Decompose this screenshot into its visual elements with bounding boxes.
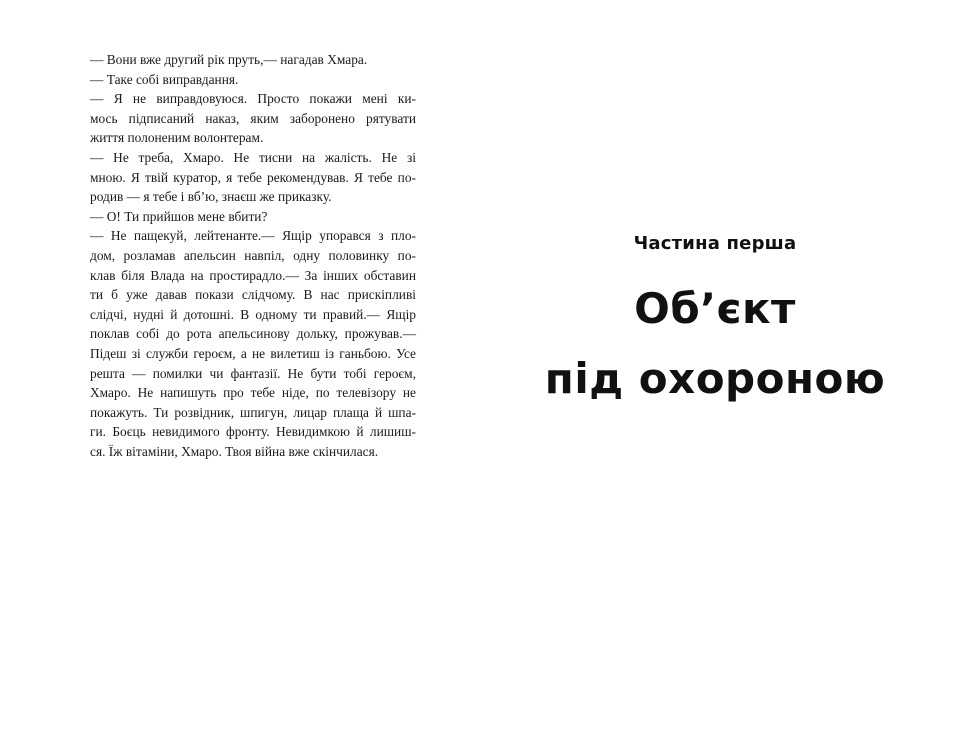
text-line: слідчі, нудні й дотошні. В одному ти правий.— Ящір [90,306,416,322]
text-line: — Не треба, Хмаро. Не тисни на жалість. Не зі [90,149,416,165]
text-line: — Вони вже другий рік пруть,— нагадав Хмара. [90,52,368,67]
text-line: решта — помилки чи фантазії. Не бути тобі героєм, [90,365,416,381]
text-line: дом, розламав апельсин навпіл, одну половинку по- [90,247,416,263]
chapter-title-line-2: під охороною [544,354,886,403]
text-line: родив — я тебе і вб’ю, знаєш же приказку. [90,189,332,205]
text-line: життя полоненим волонтерам. [90,130,264,146]
chapter-title-line-1: Об’єкт [634,284,796,333]
text-line: покажуть. Ти розвідник, шпигун, лицар плаща й шпа- [90,404,416,420]
text-line: ги. Боєць невидимого фронту. Невидимкою й лишиш- [90,424,416,440]
text-line: — Не пащекуй, лейтенанте.— Ящір упорався з пло- [90,228,416,244]
text-line: Хмаро. Не напишуть про тебе ніде, по телевізору не [90,385,416,401]
text-line: клав біля Влада на простирадло.— За інших обставин [90,267,416,283]
left-page-text [90,50,416,461]
part-label: Частина перша [633,233,797,254]
text-line: мною. Я твій куратор, я тебе рекомендував. Я тебе по- [90,169,416,185]
text-line: поклав собі до рота апельсинову дольку, прожував.— [90,326,416,342]
text-line: Підеш зі служби героєм, а не вилетиш із ганьбою. Усе [90,345,416,361]
text-line: ся. Їж вітаміни, Хмаро. Твоя війна вже скінчилася. [90,443,379,459]
text-line: мось підписаний наказ, яким заборонено рятувати [90,110,416,126]
text-line: — Таке собі виправдання. [90,71,239,87]
text-line: ти б уже давав покази слідчому. В нас прискіпливі [90,287,416,303]
right-page [485,0,970,746]
text-line: — Я не виправдовуюся. Просто покажи мені ки- [90,91,416,107]
text-line: — О! Ти прийшов мене вбити? [90,208,268,224]
